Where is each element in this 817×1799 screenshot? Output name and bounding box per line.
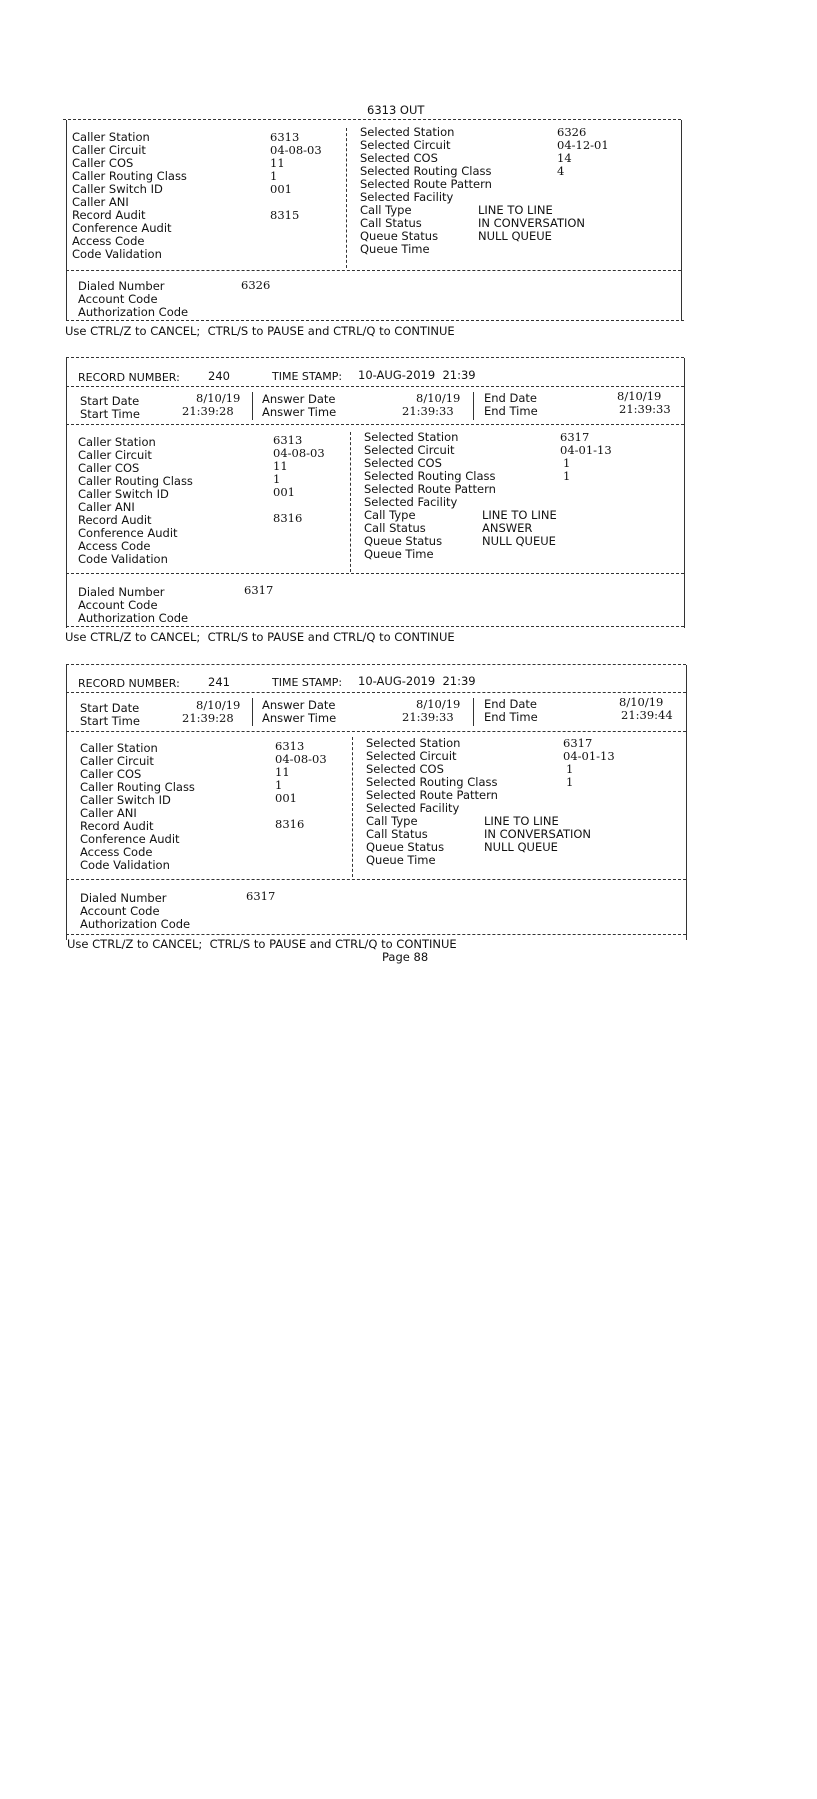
- dialed-number-value: 6317: [244, 583, 274, 597]
- time-stamp-value: 10-AUG-2019 21:39: [358, 368, 476, 382]
- caller-circuit-label: Caller Circuit: [72, 143, 146, 157]
- access-code-label: Access Code: [78, 539, 151, 553]
- page-title: 6313 OUT: [367, 103, 425, 117]
- conference-audit-label: Conference Audit: [80, 832, 180, 846]
- end-time-label: End Time: [484, 404, 538, 418]
- caller-cos-value: 11: [270, 156, 285, 170]
- answer-date-value: 8/10/19: [416, 697, 461, 711]
- selected-circuit-label: Selected Circuit: [364, 443, 455, 457]
- end-time-label: End Time: [484, 710, 538, 724]
- record-audit-label: Record Audit: [72, 208, 146, 222]
- selected-routing-class-label: Selected Routing Class: [366, 775, 498, 789]
- selected-facility-label: Selected Facility: [366, 801, 460, 815]
- selected-circuit-value: 04-12-01: [557, 138, 609, 152]
- caller-cos-label: Caller COS: [72, 156, 134, 170]
- selected-route-pattern-label: Selected Route Pattern: [360, 177, 492, 191]
- page-number: Page 88: [382, 950, 429, 964]
- account-code-label: Account Code: [78, 598, 158, 612]
- end-date-value: 8/10/19: [617, 389, 662, 403]
- caller-switch-id-value: 001: [275, 791, 297, 805]
- start-time-label: Start Time: [80, 407, 140, 421]
- queue-status-value: NULL QUEUE: [478, 229, 552, 243]
- selected-cos-value: 14: [557, 151, 572, 165]
- queue-time-label: Queue Time: [366, 853, 436, 867]
- record-number-label: RECORD NUMBER:: [78, 677, 180, 690]
- caller-routing-class-value: 1: [270, 169, 278, 183]
- caller-routing-class-label: Caller Routing Class: [78, 474, 193, 488]
- caller-station-value: 6313: [273, 433, 303, 447]
- record-number-value: 240: [208, 369, 230, 383]
- call-type-value: LINE TO LINE: [484, 814, 559, 828]
- caller-ani-label: Caller ANI: [80, 806, 137, 820]
- code-validation-label: Code Validation: [72, 247, 162, 261]
- record-audit-value: 8315: [270, 208, 300, 222]
- start-date-value: 8/10/19: [196, 391, 241, 405]
- call-status-value: IN CONVERSATION: [484, 827, 592, 841]
- control-prompt: Use CTRL/Z to CANCEL; CTRL/S to PAUSE and CTRL/Q to CONTINUE: [65, 324, 455, 338]
- time-stamp-label: TIME STAMP:: [272, 370, 343, 383]
- dialed-number-label: Dialed Number: [78, 279, 165, 293]
- call-status-label: Call Status: [364, 521, 426, 535]
- call-type-label: Call Type: [360, 203, 412, 217]
- record-number-value: 241: [208, 675, 230, 689]
- call-status-label: Call Status: [366, 827, 428, 841]
- queue-status-label: Queue Status: [366, 840, 445, 854]
- start-time-value: 21:39:28: [182, 711, 234, 725]
- selected-routing-class-value: 4: [557, 164, 565, 178]
- queue-status-value: NULL QUEUE: [484, 840, 558, 854]
- caller-circuit-value: 04-08-03: [273, 446, 325, 460]
- queue-time-label: Queue Time: [364, 547, 434, 561]
- selected-station-label: Selected Station: [360, 125, 455, 139]
- caller-station-value: 6313: [275, 739, 305, 753]
- caller-switch-id-label: Caller Switch ID: [72, 182, 163, 196]
- caller-ani-label: Caller ANI: [78, 500, 135, 514]
- selected-circuit-value: 04-01-13: [560, 443, 612, 457]
- record-audit-label: Record Audit: [78, 513, 152, 527]
- authorization-code-label: Authorization Code: [80, 917, 191, 931]
- selected-station-value: 6326: [557, 125, 587, 139]
- caller-station-value: 6313: [270, 130, 300, 144]
- selected-routing-class-label: Selected Routing Class: [360, 164, 492, 178]
- dialed-number-label: Dialed Number: [78, 585, 165, 599]
- selected-routing-class-label: Selected Routing Class: [364, 469, 496, 483]
- answer-date-value: 8/10/19: [416, 391, 461, 405]
- selected-station-label: Selected Station: [366, 736, 461, 750]
- dialed-number-value: 6317: [246, 889, 276, 903]
- caller-ani-label: Caller ANI: [72, 195, 129, 209]
- answer-time-label: Answer Time: [262, 405, 337, 419]
- call-type-value: LINE TO LINE: [478, 203, 553, 217]
- caller-station-label: Caller Station: [78, 435, 156, 449]
- selected-circuit-value: 04-01-13: [563, 749, 615, 763]
- authorization-code-label: Authorization Code: [78, 305, 189, 319]
- caller-routing-class-label: Caller Routing Class: [72, 169, 187, 183]
- caller-station-label: Caller Station: [80, 741, 158, 755]
- account-code-label: Account Code: [80, 904, 160, 918]
- caller-cos-value: 11: [273, 459, 288, 473]
- caller-switch-id-label: Caller Switch ID: [78, 487, 169, 501]
- selected-route-pattern-label: Selected Route Pattern: [364, 482, 496, 496]
- caller-cos-value: 11: [275, 765, 290, 779]
- dialed-number-label: Dialed Number: [80, 891, 167, 905]
- answer-date-label: Answer Date: [262, 698, 336, 712]
- selected-station-value: 6317: [560, 430, 590, 444]
- access-code-label: Access Code: [72, 234, 145, 248]
- record-audit-label: Record Audit: [80, 819, 154, 833]
- call-type-label: Call Type: [364, 508, 416, 522]
- end-time-value: 21:39:44: [621, 708, 673, 722]
- selected-cos-label: Selected COS: [366, 762, 444, 776]
- caller-routing-class-value: 1: [275, 778, 283, 792]
- time-stamp-value: 10-AUG-2019 21:39: [358, 674, 476, 688]
- caller-circuit-label: Caller Circuit: [78, 448, 152, 462]
- selected-circuit-label: Selected Circuit: [366, 749, 457, 763]
- end-date-value: 8/10/19: [619, 695, 664, 709]
- start-date-label: Start Date: [80, 701, 140, 715]
- selected-routing-class-value: 1: [563, 469, 571, 483]
- selected-cos-label: Selected COS: [360, 151, 438, 165]
- start-time-label: Start Time: [80, 714, 140, 728]
- access-code-label: Access Code: [80, 845, 153, 859]
- caller-circuit-value: 04-08-03: [270, 143, 322, 157]
- answer-time-value: 21:39:33: [402, 404, 454, 418]
- answer-date-label: Answer Date: [262, 392, 336, 406]
- record-audit-value: 8316: [273, 511, 303, 525]
- caller-switch-id-value: 001: [273, 485, 295, 499]
- start-date-label: Start Date: [80, 394, 140, 408]
- caller-circuit-value: 04-08-03: [275, 752, 327, 766]
- selected-cos-value: 1: [566, 762, 574, 776]
- selected-cos-value: 1: [563, 456, 571, 470]
- record-number-label: RECORD NUMBER:: [78, 371, 180, 384]
- caller-routing-class-value: 1: [273, 472, 281, 486]
- answer-time-value: 21:39:33: [402, 710, 454, 724]
- control-prompt: Use CTRL/Z to CANCEL; CTRL/S to PAUSE and CTRL/Q to CONTINUE: [65, 630, 455, 644]
- start-date-value: 8/10/19: [196, 698, 241, 712]
- end-date-label: End Date: [484, 697, 537, 711]
- queue-status-value: NULL QUEUE: [482, 534, 556, 548]
- start-time-value: 21:39:28: [182, 404, 234, 418]
- selected-circuit-label: Selected Circuit: [360, 138, 451, 152]
- code-validation-label: Code Validation: [80, 858, 170, 872]
- record-audit-value: 8316: [275, 817, 305, 831]
- dialed-number-value: 6326: [241, 278, 271, 292]
- conference-audit-label: Conference Audit: [78, 526, 178, 540]
- account-code-label: Account Code: [78, 292, 158, 306]
- end-date-label: End Date: [484, 391, 537, 405]
- call-status-value: ANSWER: [482, 521, 533, 535]
- call-status-label: Call Status: [360, 216, 422, 230]
- caller-cos-label: Caller COS: [78, 461, 140, 475]
- authorization-code-label: Authorization Code: [78, 611, 189, 625]
- selected-station-value: 6317: [563, 736, 593, 750]
- caller-station-label: Caller Station: [72, 130, 150, 144]
- queue-status-label: Queue Status: [364, 534, 443, 548]
- caller-cos-label: Caller COS: [80, 767, 142, 781]
- selected-facility-label: Selected Facility: [360, 190, 454, 204]
- caller-circuit-label: Caller Circuit: [80, 754, 154, 768]
- queue-time-label: Queue Time: [360, 242, 430, 256]
- control-prompt: Use CTRL/Z to CANCEL; CTRL/S to PAUSE and CTRL/Q to CONTINUE: [67, 937, 457, 951]
- call-type-label: Call Type: [366, 814, 418, 828]
- end-time-value: 21:39:33: [619, 402, 671, 416]
- time-stamp-label: TIME STAMP:: [272, 676, 343, 689]
- caller-routing-class-label: Caller Routing Class: [80, 780, 195, 794]
- queue-status-label: Queue Status: [360, 229, 439, 243]
- answer-time-label: Answer Time: [262, 711, 337, 725]
- selected-route-pattern-label: Selected Route Pattern: [366, 788, 498, 802]
- selected-station-label: Selected Station: [364, 430, 459, 444]
- conference-audit-label: Conference Audit: [72, 221, 172, 235]
- caller-switch-id-label: Caller Switch ID: [80, 793, 171, 807]
- code-validation-label: Code Validation: [78, 552, 168, 566]
- caller-switch-id-value: 001: [270, 182, 292, 196]
- selected-cos-label: Selected COS: [364, 456, 442, 470]
- selected-facility-label: Selected Facility: [364, 495, 458, 509]
- call-status-value: IN CONVERSATION: [478, 216, 586, 230]
- selected-routing-class-value: 1: [566, 775, 574, 789]
- call-type-value: LINE TO LINE: [482, 508, 557, 522]
